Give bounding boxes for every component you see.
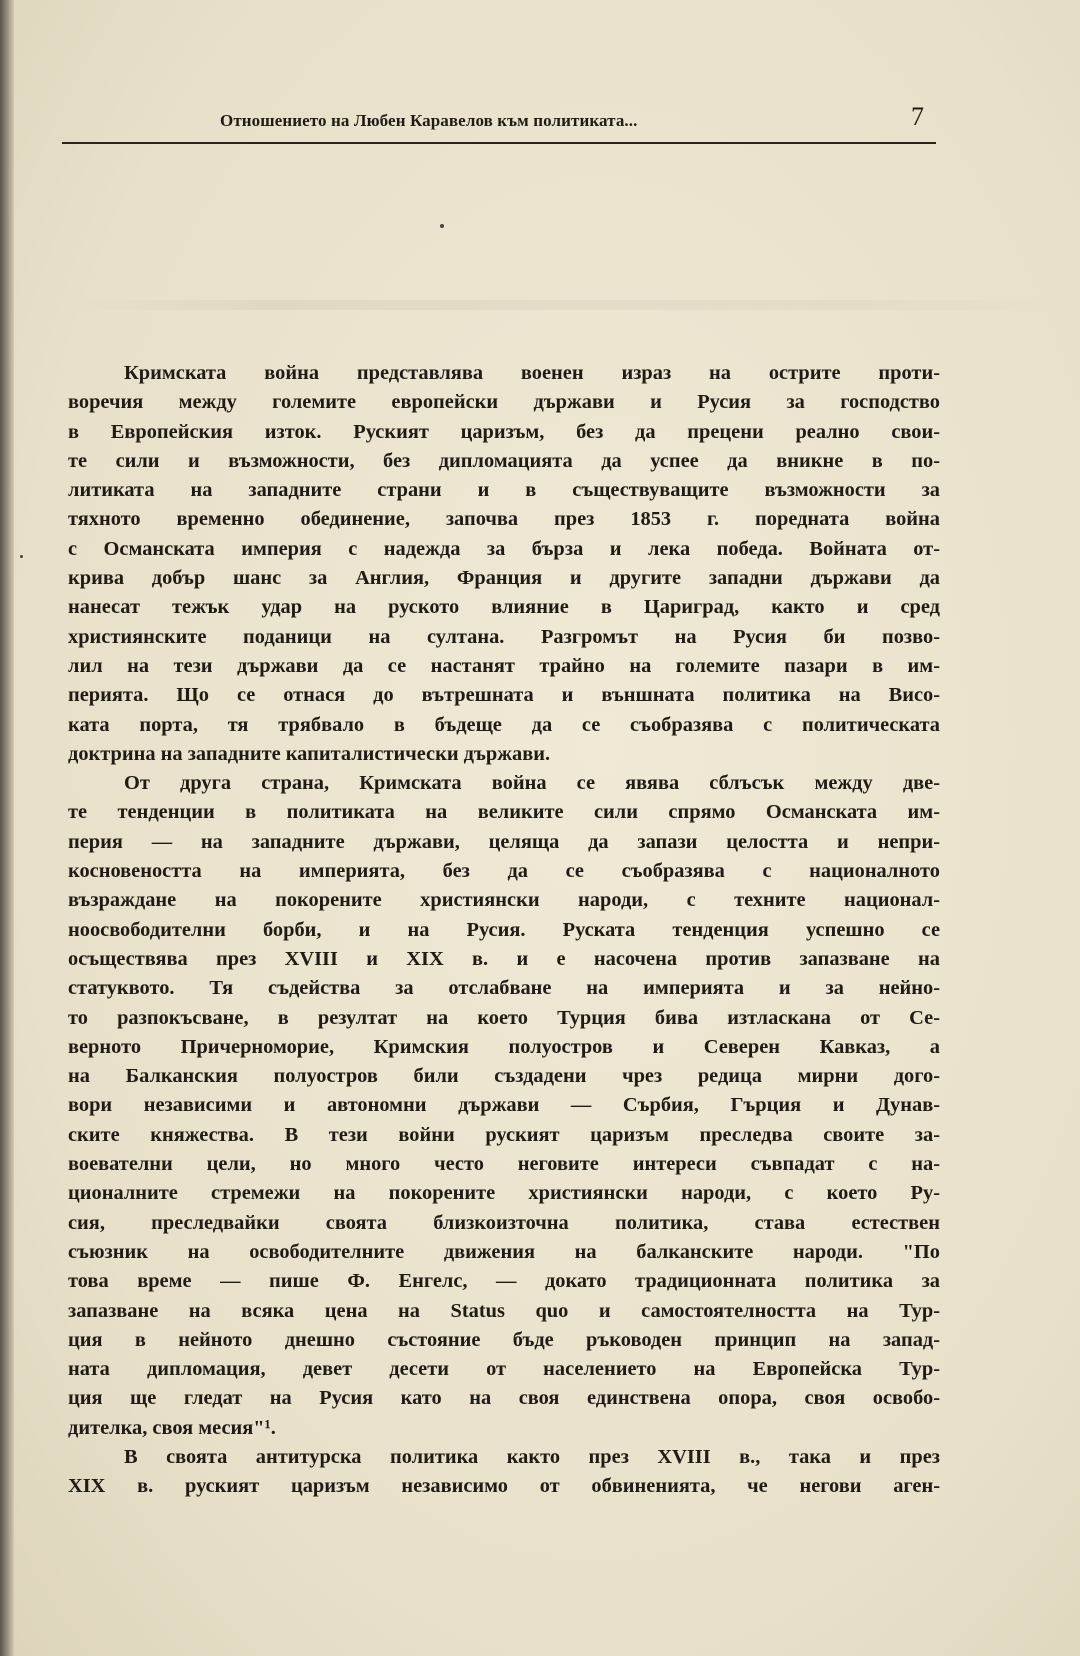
- text-line: християнските поданици на султана. Разгромът на Русия би позво-: [68, 625, 940, 648]
- paper-speck: [440, 224, 444, 228]
- text-line: литиката на западните страни и в съществуващите възможности за: [68, 479, 940, 502]
- text-line: ционалните стремежи на покорените християнски народи, с което Ру-: [68, 1182, 940, 1205]
- text-line: ските княжества. В тези войни руският царизъм преследва своите за-: [68, 1123, 940, 1146]
- text-line: В своята антитурска политика както през XVIII в., така и през: [124, 1445, 940, 1468]
- header-rule: [62, 142, 936, 144]
- text-line: те тенденции в политиката на великите сили спрямо Османската им-: [68, 801, 940, 824]
- text-line: лил на тези държави да се настанят трайно на големите пазари в им-: [68, 654, 940, 677]
- text-line: ната дипломация, девет десети от населението на Европейска Тур-: [68, 1358, 940, 1381]
- text-line: От друга страна, Кримската война се явява сблъсък между две-: [124, 772, 940, 795]
- page-header: [62, 102, 936, 138]
- text-line: то разпокъсване, в резултат на което Турция бива изтласкана от Се-: [68, 1006, 940, 1029]
- text-line: воречия между големите европейски държави и Русия за господство: [68, 391, 940, 414]
- text-line: ката порта, тя трябвало в бъдеще да се съобразява с политическата: [68, 713, 940, 736]
- text-line: осъществява през XVIII и XIX в. и е насочена против запазване на: [68, 947, 940, 970]
- text-line: тяхното временно обединение, започва през 1853 г. поредната война: [68, 508, 940, 531]
- running-head: Отношението на Любен Каравелов към политиката...: [220, 111, 638, 130]
- text-line: с Османската империя с надежда за бърза и лека победа. Войната от-: [68, 537, 940, 560]
- text-line: косновеността на империята, без да се съобразява с националното: [68, 860, 940, 883]
- text-line: XIX в. руският царизъм независимо от обвиненията, че негови аген-: [68, 1475, 940, 1498]
- text-line: перия — на западните държави, целяща да запази целостта и непри-: [68, 830, 940, 853]
- text-line: верното Причерноморие, Кримския полуостров и Северен Кавказ, а: [68, 1035, 940, 1058]
- text-line: ция в нейното днешно състояние бъде ръководен принцип на запад-: [68, 1328, 940, 1351]
- show-through-band: [74, 300, 1054, 310]
- paper-speck: [20, 555, 23, 558]
- text-line: това време — пише Ф. Енгелс, — докато традиционната политика за: [68, 1270, 940, 1293]
- text-line: те сили и възможности, без дипломацията да успее да вникне в по-: [68, 449, 940, 472]
- text-line: крива добър шанс за Англия, Франция и другите западни държави да: [68, 567, 940, 590]
- text-line: воевателни цели, но много често неговите интереси съвпадат с на-: [68, 1153, 940, 1176]
- text-line: съюзник на освободителните движения на балканските народи. "По: [68, 1240, 940, 1263]
- text-line: на Балканския полуостров били създадени чрез редица мирни дого-: [68, 1065, 940, 1088]
- page-number: 7: [911, 102, 924, 131]
- text-line: ция ще гледат на Русия като на своя единствена опора, своя освобо-: [68, 1387, 940, 1410]
- text-line: Кримската война представлява военен израз на острите проти-: [124, 362, 940, 384]
- text-line: дителка, своя месия"¹.: [68, 1416, 276, 1439]
- text-line: вори независими и автономни държави — Сърбия, Гърция и Дунав-: [68, 1094, 940, 1117]
- book-binding-edge: [0, 0, 14, 1656]
- text-line: запазване на всяка цена на Status quo и самостоятелността на Тур-: [68, 1299, 940, 1322]
- text-line: перията. Що се отнася до вътрешната и външната политика на Висо-: [68, 684, 940, 707]
- text-line: доктрина на западните капиталистически държави.: [68, 742, 551, 765]
- text-line: нанесат тежък удар на руското влияние в Цариград, както и сред: [68, 596, 940, 619]
- text-line: в Европейския изток. Руският царизъм, без да прецени реално свои-: [68, 420, 940, 443]
- text-line: статуквото. Тя съдейства за отслабване на империята и за нейно-: [68, 977, 940, 1000]
- body-text: [68, 359, 940, 1502]
- text-line: ноосвободителни борби, и на Русия. Руската тенденция успешно се: [68, 918, 940, 941]
- text-line: сия, преследвайки своята близкоизточна политика, става естествен: [68, 1211, 940, 1234]
- text-line: възраждане на покорените християнски народи, с техните национал-: [68, 889, 940, 912]
